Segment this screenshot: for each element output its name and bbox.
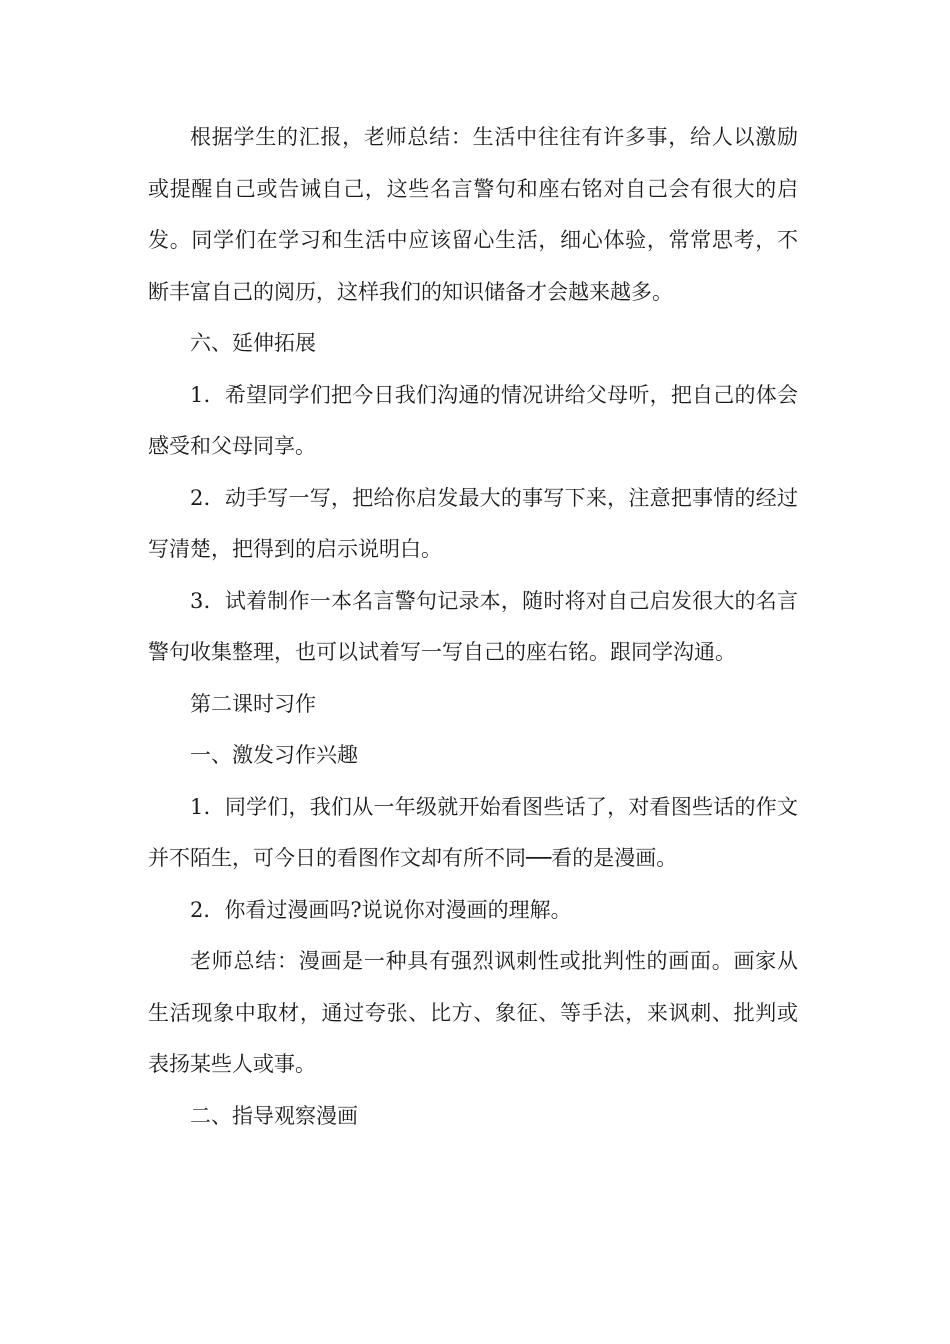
paragraph-teacher-summary: 老师总结：漫画是一种具有强烈讽刺性或批判性的画面。画家从生活现象中取材，通过夸张、比方、象征、等手法，来讽刺、批判或表扬某些人或事。 — [148, 949, 798, 1076]
list-item-interest-2: 2．你看过漫画吗?说说你对漫画的理解。 — [190, 897, 572, 922]
heading-second-lesson: 第二课时习作 — [190, 691, 316, 716]
list-item-2: 2．动手写一写，把给你启发最大的事写下来，注意把事情的经过写清楚，把得到的启示说明白。 — [148, 485, 798, 561]
list-item-1: 1．希望同学们把今日我们沟通的情况讲给父母听，把自己的体会感受和父母同享。 — [148, 382, 798, 458]
document-body — [148, 112, 798, 1142]
heading-extension: 六、延伸拓展 — [190, 331, 316, 355]
heading-observe: 二、指导观察漫画 — [190, 1103, 358, 1128]
paragraph-summary: 根据学生的汇报，老师总结：生活中往往有许多事，给人以激励或提醒自己或告诫自己，这些名言警句和座右铭对自己会有很大的启发。同学们在学习和生活中应该留心生活，细心体验，常常思考，不断丰富自己的阅历，这样我们的知识储备才会越来越多。 — [148, 125, 798, 304]
heading-interest: 一、激发习作兴趣 — [190, 743, 358, 767]
list-item-3: 3．试着制作一本名言警句记录本，随时将对自己启发很大的名言警句收集整理，也可以试着写一写自己的座右铭。跟同学沟通。 — [148, 588, 798, 664]
list-item-interest-1: 1．同学们，我们从一年级就开始看图些话了，对看图些话的作文并不陌生，可今日的看图作文却有所不同──看的是漫画。 — [148, 794, 798, 870]
